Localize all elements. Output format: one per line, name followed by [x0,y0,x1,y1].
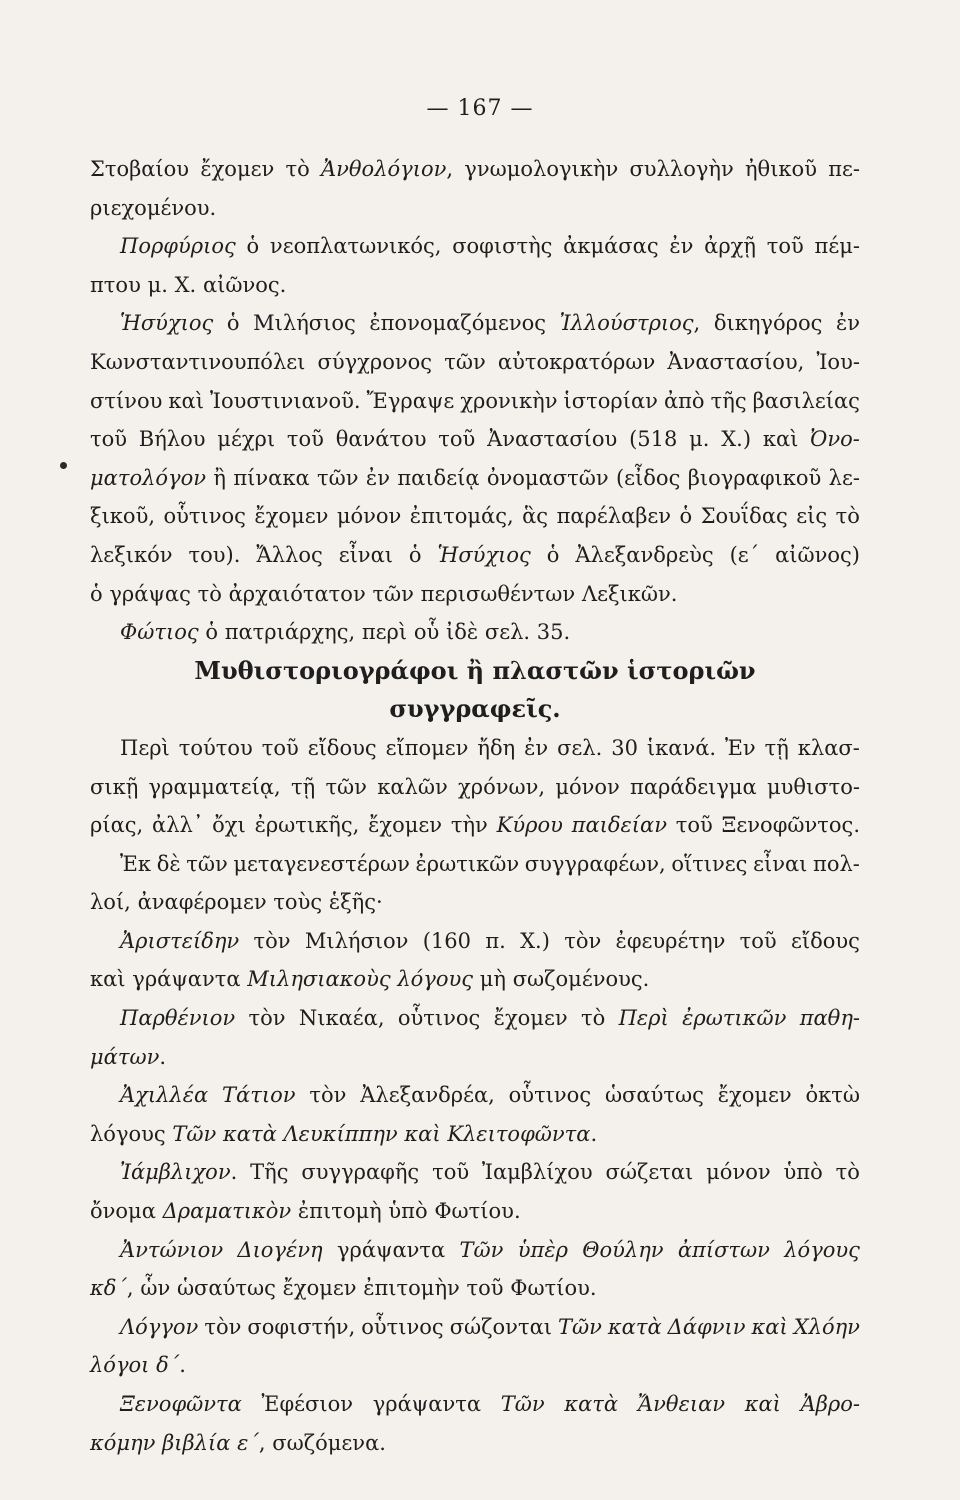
word: ματολόγον [90,465,207,490]
word: τοῦ [739,928,777,953]
word: τῆς [710,388,747,413]
word: κατὰ [607,1314,662,1339]
text-line [90,1038,860,1077]
word: τὸ [285,157,310,181]
word: πέμ- [814,234,860,259]
word: Ἀνθολόγιον, [320,157,454,181]
word: μέχρι [217,427,276,452]
word: γράψαντα [336,1237,446,1262]
text-line [90,1308,860,1347]
word: ἤδη [477,735,516,760]
word: Νικαέα, [298,1006,385,1031]
word: Θούλην [582,1237,664,1262]
word: ἀπὸ [663,388,705,413]
word: μυθιστο- [766,774,860,799]
word: λε- [828,465,860,490]
word: ἐπιτομὴν [363,1276,460,1301]
word: Ἰλλούστριος, [559,311,701,336]
word: Ἀναστασίου, [667,349,805,374]
word: ὁ [408,542,422,567]
word: Ἐκ [120,851,152,876]
text-line [90,999,860,1038]
word: οἵτινες [671,851,748,876]
text-line [90,420,860,459]
word: αἰῶνος) [775,542,860,567]
word: Ὀνο- [810,427,860,452]
word: (εἶδος [615,465,681,490]
text-line [90,536,860,575]
word: μάτων. [90,1044,167,1069]
word: Περὶ [120,735,170,760]
word: Ἄνθειαν [637,1392,726,1416]
word: Λεξικῶν. [581,581,678,606]
text-line [90,1153,860,1192]
text-line [90,575,860,614]
word: Σουΐδας [700,504,788,529]
word: Ἰαμβλίχου [482,1160,593,1185]
section-after-heading [90,729,860,1462]
word: Τῆς [250,1160,289,1185]
word: ξικοῦ, [90,504,156,529]
text-line [90,729,860,768]
word: Διογένη [237,1237,323,1262]
word: οὗτινος [508,1083,592,1108]
word: βασιλείας [752,388,860,413]
word: ὧν [140,1276,171,1301]
word: ἐν [669,234,694,259]
word: Ἀλεξανδρέα, [360,1083,495,1108]
word: Ἰου- [816,349,860,374]
word: ἰδὲ [446,620,479,645]
word: Ἀβρο- [800,1392,860,1416]
word: κατὰ [223,1121,277,1146]
text-line [90,613,860,652]
word: στίνου [90,388,163,413]
word: ὁ [90,581,103,606]
word: πτου [90,272,141,297]
word: Κωνσταντινουπόλει [90,349,306,374]
word: ἠθικοῦ [744,157,817,181]
word: τὸ [197,581,222,606]
word: εἴδους [307,735,377,760]
word: σωζόμενα. [272,1430,386,1455]
word: Ἡσύχιος [437,542,531,567]
word: καὶ [762,427,799,452]
text-line [90,768,860,807]
margin-mark [60,462,67,469]
word: ὑπὲρ [517,1237,568,1262]
word: ὁ [205,620,218,645]
word: ἀπίστων [677,1237,770,1262]
word: παράδειγμα [630,774,757,799]
word: Δραματικὸν [162,1199,292,1224]
word: δικηγόρος [713,311,823,336]
word: τῶν [325,774,367,799]
word: (518 [629,427,678,452]
word: γράψαντα [132,967,241,992]
word: 30 [611,735,638,760]
word: Μιλησιακοὺς [247,967,391,992]
word: ριεχομένου. [90,195,217,220]
word: Τῶν [558,1314,602,1339]
word: παθη- [799,1006,860,1031]
word: Βήλου [138,427,206,452]
word: τὸ [835,1160,860,1185]
word: Τῶν [500,1392,545,1416]
section-heading-line-1: Μυθιστοριογράφοι ἢ πλαστῶν ἱστοριῶν [194,655,756,685]
word: εἰς [796,504,828,529]
word: ἀναφέρομεν [137,890,267,915]
word: καὶ [404,1121,441,1146]
word: Δάφνιν [667,1314,746,1339]
word: χρονικὴν [460,388,558,413]
word: Χλόην [793,1314,860,1339]
word: λόγους [90,1121,166,1146]
word: Χ.) [520,928,550,953]
word: ἀκμάσας [563,234,659,259]
page-body [90,150,860,1462]
word: μόνον [336,504,402,529]
word: Ἡσύχιος [120,311,214,336]
word: βιβλία [162,1430,231,1455]
word: ἐρωτικῶν [682,1006,787,1031]
word: ἐπιτομάς, [409,504,514,529]
word: καὶ [744,1392,781,1416]
word: καὶ [751,1314,788,1339]
word: ρίας, [90,813,144,838]
text-line [90,883,860,922]
word: καὶ [90,967,126,992]
text-line [90,960,860,999]
word: Περὶ [618,1006,669,1031]
text-line [90,382,860,421]
word: λόγους [784,1237,860,1262]
text-line [90,1424,860,1463]
word: κατὰ [564,1392,619,1416]
word: τὸ [835,504,860,529]
word: τοῦ [432,1160,470,1185]
word: ὀνομαστῶν [486,465,609,490]
word: Ἀχιλλέα [120,1083,209,1108]
word: τῶν [372,581,414,606]
word: γράψαντα [372,1392,482,1416]
word: Ἐν [725,735,756,760]
word: τοὺς [273,890,323,915]
word: Λόγγον [120,1314,199,1339]
word: Ἰουστινιανοῦ. [210,388,361,413]
word: 35. [536,620,571,645]
word: Ἄλλος [256,542,323,567]
word: οὗ [413,620,440,645]
word: εἶναι [753,851,808,876]
word: τὸν [248,1006,286,1031]
word: ἐρωτικῶν [415,851,520,876]
word: ὄχι [212,813,246,838]
word: οὗτινος [397,1006,481,1031]
word: λεξικόν [90,542,173,567]
word: Κύρου [496,813,563,838]
text-line [90,1115,860,1154]
word: κδ´, [90,1276,134,1301]
word: συλλογὴν [629,157,734,181]
word: τοῦ [90,427,128,452]
word: οὗτινος [361,1314,444,1339]
word: νεοπλατωνικός, [269,234,442,259]
word: θανάτου [335,427,427,452]
word: περισωθέντων [420,581,576,606]
word: μόνον [555,774,620,799]
word: τὸν [564,928,602,953]
text-line [90,497,860,536]
word: ἔχομεν [493,1006,568,1031]
word: του). [188,542,241,567]
word: τοῦ [766,234,804,259]
word: τὸ [580,1006,606,1031]
word: ἐπιτομὴ [297,1199,382,1224]
text-line [90,1076,860,1115]
word: σώζεται [605,1160,694,1185]
word: τῇ [764,735,789,760]
word: ἱστορίαν [563,388,658,413]
word: πατριάρχης, [224,620,356,645]
text-line [90,845,860,884]
word: Ἀναστασίου [487,427,618,452]
word: ε´, [237,1430,266,1455]
text-line [90,189,860,228]
word: ὁ [679,504,693,529]
word: παιδείαν [571,813,667,838]
word: κόμην [90,1430,156,1455]
word: τούτου [178,735,253,760]
word: Ἐφέσιον [261,1392,354,1416]
word: ὑπὸ [783,1160,823,1185]
word: ἀρχαιότατον [228,581,366,606]
word: περὶ [361,620,408,645]
word: εἴπομεν [385,735,469,760]
word: ἔχομεν [717,1083,792,1108]
word: π. [485,928,506,953]
word: χρόνων, [458,774,546,799]
word: γνωμολογικὴν [464,157,619,181]
word: συγγραφέων, [524,851,666,876]
word: Ἔγραψε [366,388,455,413]
word: ἀρχῇ [704,234,756,259]
word: τοῦ [466,1276,504,1301]
text-line [90,1269,860,1308]
word: ἔχομεν [200,157,275,181]
word: Παρθένιον [120,1006,236,1031]
word: ἐρωτικῆς, [254,813,360,838]
word: ἔχομεν [254,504,329,529]
word: Τῶν [172,1121,217,1146]
text-line [90,1346,860,1385]
word: συγγραφῆς [301,1160,420,1185]
word: τῶν [186,851,228,876]
word: μ. [147,272,168,297]
word: Μιλήσιον [304,928,409,953]
section-heading-line-2: συγγραφεῖς. [389,694,561,724]
word: Ξενοφῶντος. [721,813,860,838]
word: οὗτινος [163,504,246,529]
word: ἔχομεν [282,1276,357,1301]
word: Ξενοφῶντα [120,1392,242,1416]
word: παρέλαβεν [556,504,672,529]
word: λόγοι [90,1353,150,1378]
word: πε- [828,157,860,181]
word: τοῦ [286,427,324,452]
word: ἐν [835,311,860,336]
word: τοῦ [438,427,476,452]
word: τὸν [253,928,291,953]
word: μὴ [479,967,506,992]
word: σοφιστὴς [452,234,553,259]
text-line [90,150,860,189]
word: τὴν [450,813,488,838]
word: βιογραφικοῦ [687,465,822,490]
word: γραμματείᾳ, [148,774,281,799]
word: ὀκτὼ [805,1083,860,1108]
word: Ἰάμβλιχον. [120,1160,238,1185]
word: ἐν [365,465,390,490]
word: ἱκανά. [646,735,717,760]
word: ἃς [522,504,549,529]
text-line [90,1231,860,1270]
word: μ. [689,427,710,452]
word: γράψας [109,581,191,606]
text-line [90,266,860,305]
word: τοῦ [675,813,713,838]
text-line [90,806,860,845]
word: σώζονται [449,1314,552,1339]
word: Λευκίππην [283,1121,398,1146]
word: λόγους [397,967,474,992]
word: ἔχομεν [368,813,443,838]
word: ἑξῆς· [328,890,383,915]
word: (ε´ [729,542,760,567]
word: ἐφευρέτην [615,928,726,953]
word: Φωτίου. [434,1199,521,1224]
word: δ´. [156,1353,186,1378]
word: ὑπὸ [388,1199,428,1224]
word: Κλειτοφῶντα. [447,1121,598,1146]
word: τῶν [317,465,359,490]
word: Μιλήσιος [253,311,356,336]
word: Χ. [174,272,197,297]
word: πολ- [813,851,860,876]
word: δὲ [156,851,181,876]
word: σύγχρονος [317,349,433,374]
word: (160 [422,928,472,953]
section-before-heading [90,150,860,652]
word: ἀλλ᾽ [152,813,204,838]
word: ὄνομα [90,1199,156,1224]
text-line [90,922,860,961]
word: Στοβαίου [90,157,190,181]
word: μόνον [706,1160,771,1185]
word: ἐν [524,735,549,760]
page-number: — 167 — [426,96,534,121]
text-line [90,227,860,266]
word: Χ.) [721,427,752,452]
word: λοί, [90,890,131,915]
word: αἰῶνος. [202,272,287,297]
word: Ἀντώνιον [120,1237,224,1262]
word: τῶν [444,349,486,374]
word: ὁ [226,311,240,336]
word: Φωτίου. [510,1276,597,1301]
text-line [90,304,860,343]
word: ὡσαύτως [604,1083,704,1108]
word: ὁ [546,542,560,567]
word: Τῶν [459,1237,504,1262]
word: κλασ- [797,735,860,760]
word: Ἀλεξανδρεὺς [575,542,714,567]
word: Ἀριστείδην [120,928,240,953]
word: αὐτοκρατόρων [497,349,656,374]
word: εἶναι [338,542,393,567]
word: ὁ [246,234,260,259]
word: μεταγενεστέρων [233,851,410,876]
word: τῇ [290,774,316,799]
word: παιδείᾳ [397,465,480,490]
word: τὸν [204,1314,242,1339]
word: πίνακα [233,465,310,490]
word: ἐπονομαζόμενος [369,311,547,336]
word: Πορφύριος [120,234,236,259]
word: ὡσαύτως [176,1276,276,1301]
word: σελ. [557,735,603,760]
word: εἴδους [790,928,860,953]
word: σικῇ [90,774,139,799]
word: καὶ [168,388,204,413]
word: καλῶν [377,774,448,799]
text-line [90,1385,860,1424]
word: ἢ [213,465,226,490]
word: σωζομένους. [512,967,650,992]
word: τοῦ [261,735,299,760]
word: τὸν [309,1083,347,1108]
text-line [90,459,860,498]
text-line [90,343,860,382]
word: Τάτιον [222,1083,296,1108]
word: σοφιστήν, [247,1314,356,1339]
word: Φώτιος [120,620,199,645]
text-line [90,1192,860,1231]
word: σελ. [484,620,531,645]
